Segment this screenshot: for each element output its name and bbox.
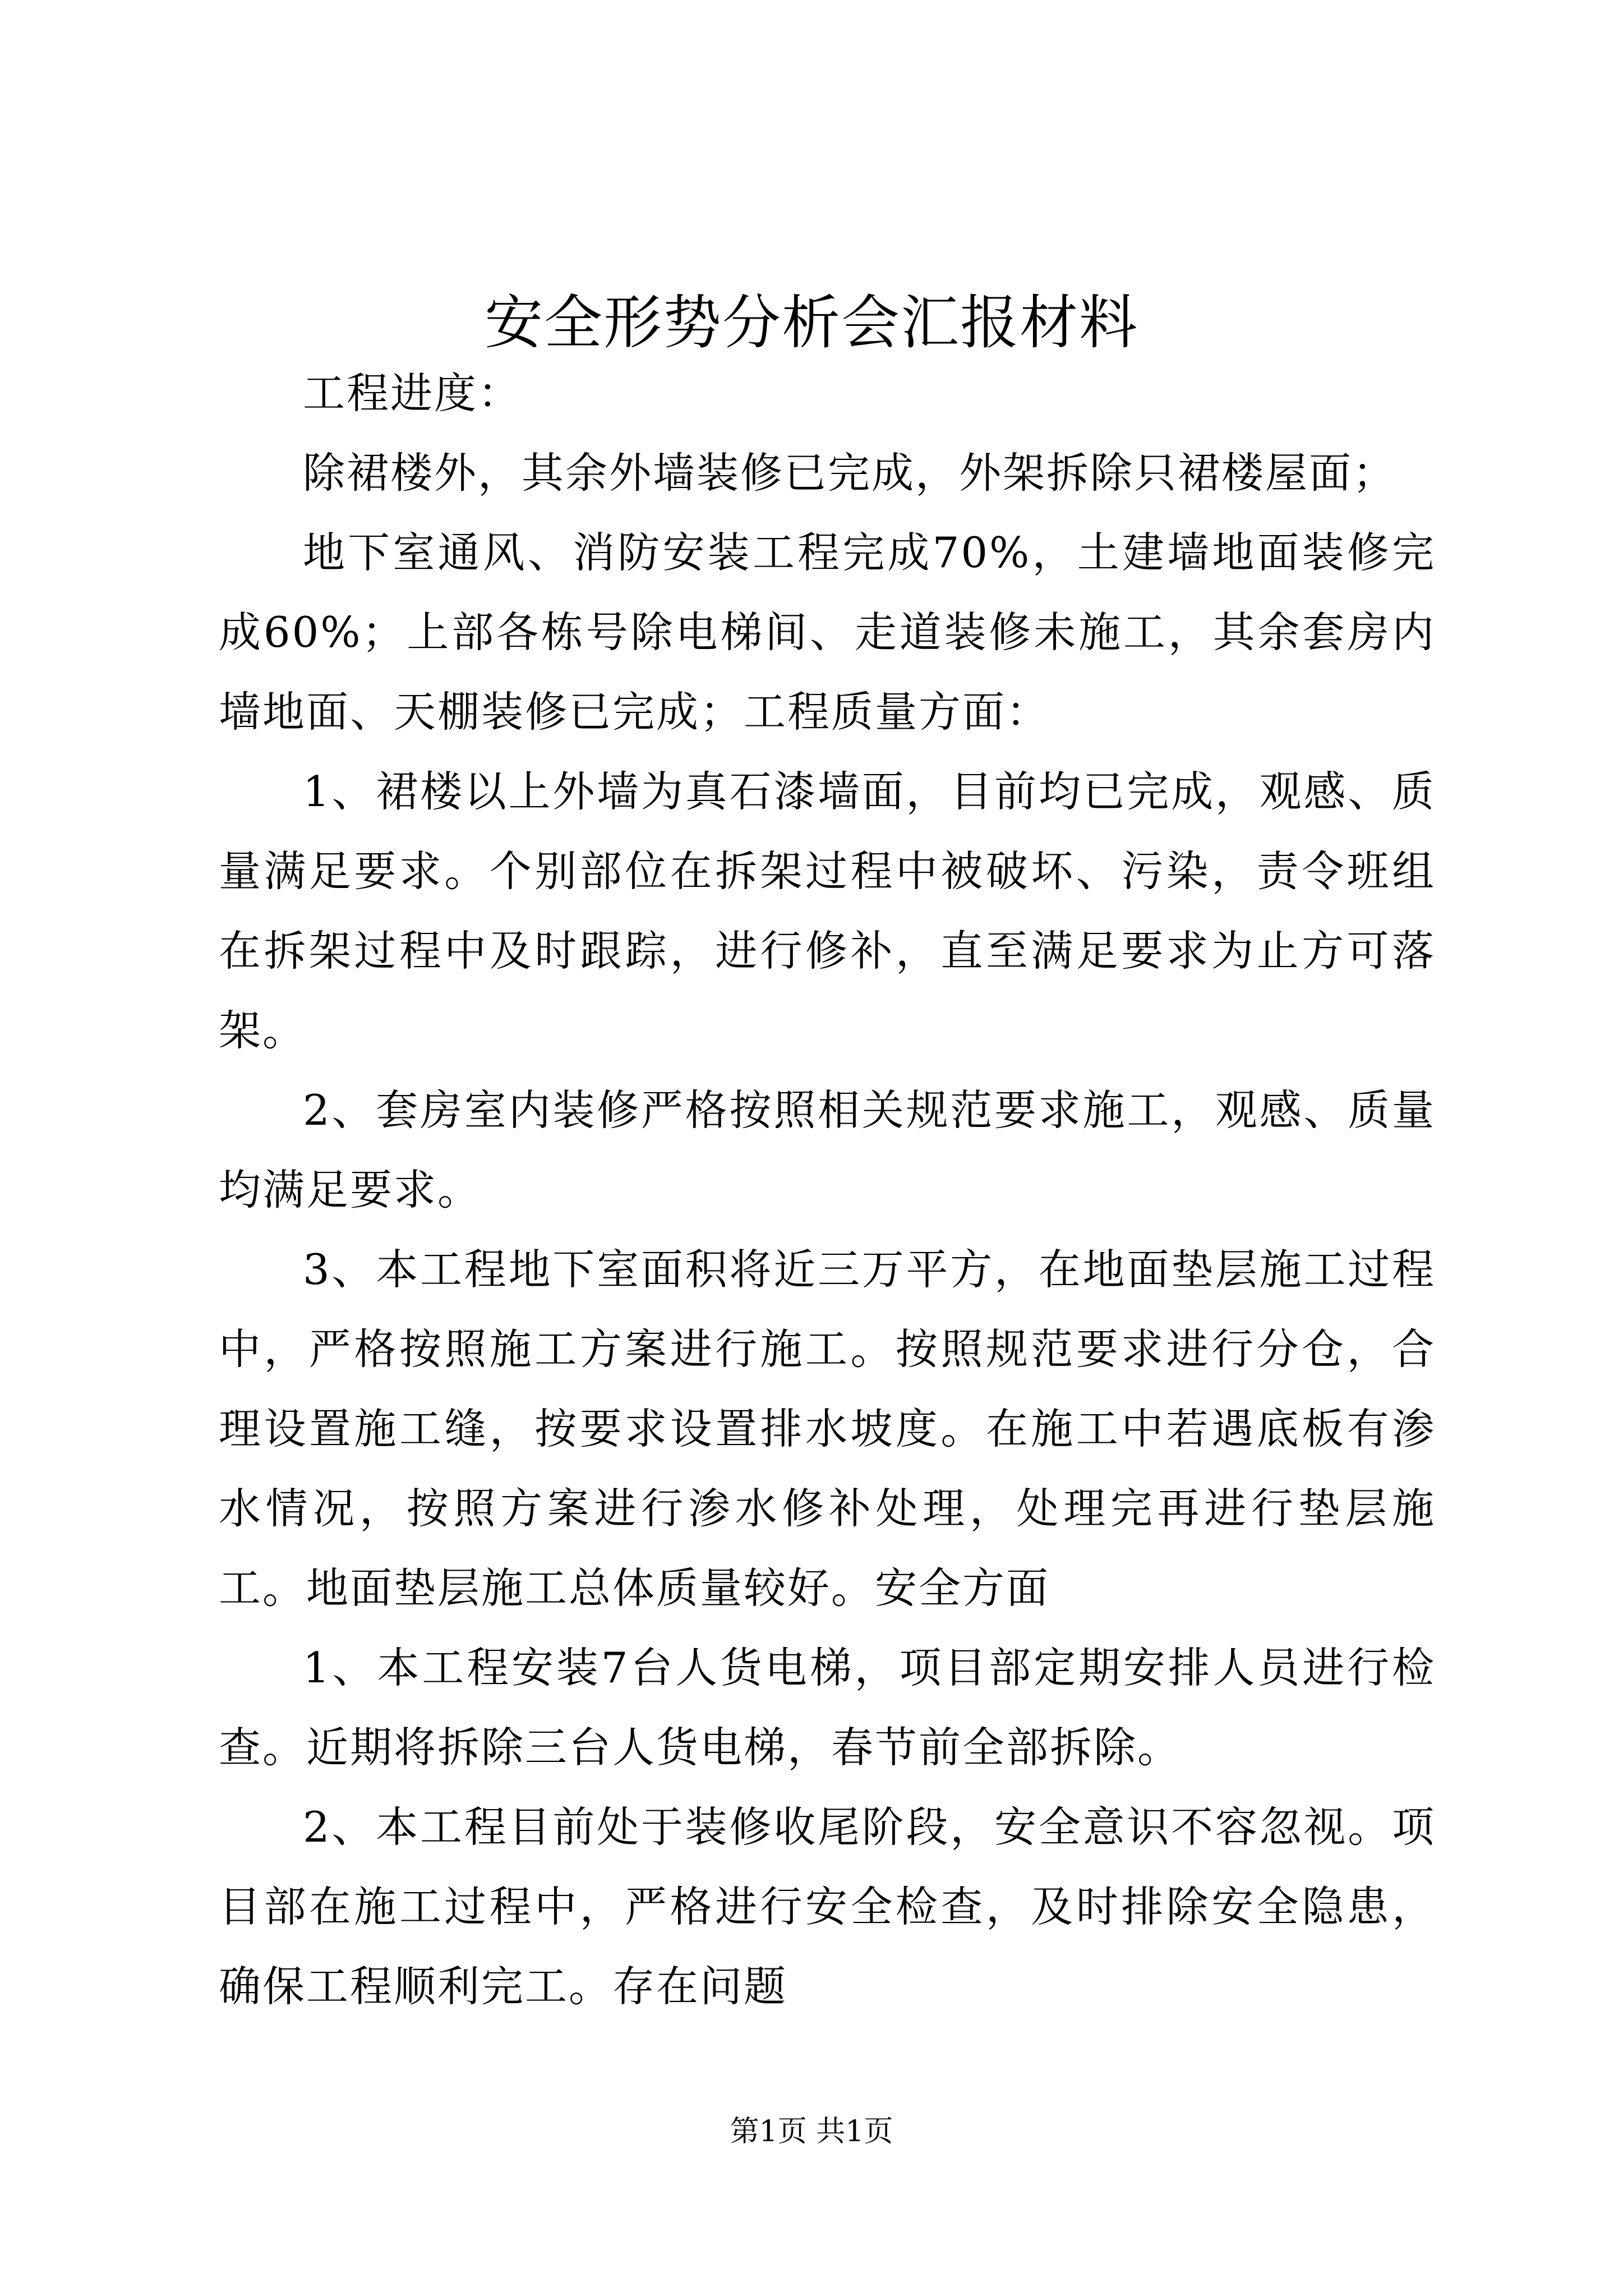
paragraph: 除裙楼外，其余外墙装修已完成，外架拆除只裙楼屋面；: [303, 448, 1397, 498]
paragraph: 2、本工程目前处于装修收尾阶段，安全意识不容忽视。项目部在施工过程中，严格进行安全检查，及时排除安全隐患，确保工程顺利完工。存在问题: [219, 1802, 1436, 2011]
paragraph: 2、套房室内装修严格按照相关规范要求施工，观感、质量均满足要求。: [219, 1085, 1436, 1214]
paragraph: 1、本工程安装7台人货电梯，项目部定期安排人员进行检查。近期将拆除三台人货电梯，春节前全部拆除。: [219, 1643, 1436, 1772]
document-title: 安全形势分析会汇报材料: [484, 288, 1138, 357]
paragraph: 工程进度：: [303, 369, 522, 418]
paragraph: 3、本工程地下室面积将近三万平方，在地面垫层施工过程中，严格按照施工方案进行施工。按照规范要求进行分仓，合理设置施工缝，按要求设置排水坡度。在施工中若遇底板有渗水情况，按照方案进行渗水修补处理，处理完再进行垫层施工。地面垫层施工总体质量较好。安全方面: [219, 1245, 1436, 1613]
page-footer: 第1页 共1页: [730, 2115, 893, 2148]
paragraph: 1、裙楼以上外墙为真石漆墙面，目前均已完成，观感、质量满足要求。个别部位在拆架过程中被破坏、污染，责令班组在拆架过程中及时跟踪，进行修补，直至满足要求为止方可落架。: [219, 767, 1436, 1055]
paragraph: 地下室通风、消防安装工程完成70%，土建墙地面装修完成60%；上部各栋号除电梯间、走道装修未施工，其余套房内墙地面、天棚装修已完成；工程质量方面：: [219, 528, 1436, 737]
document-body: [219, 353, 1436, 2026]
